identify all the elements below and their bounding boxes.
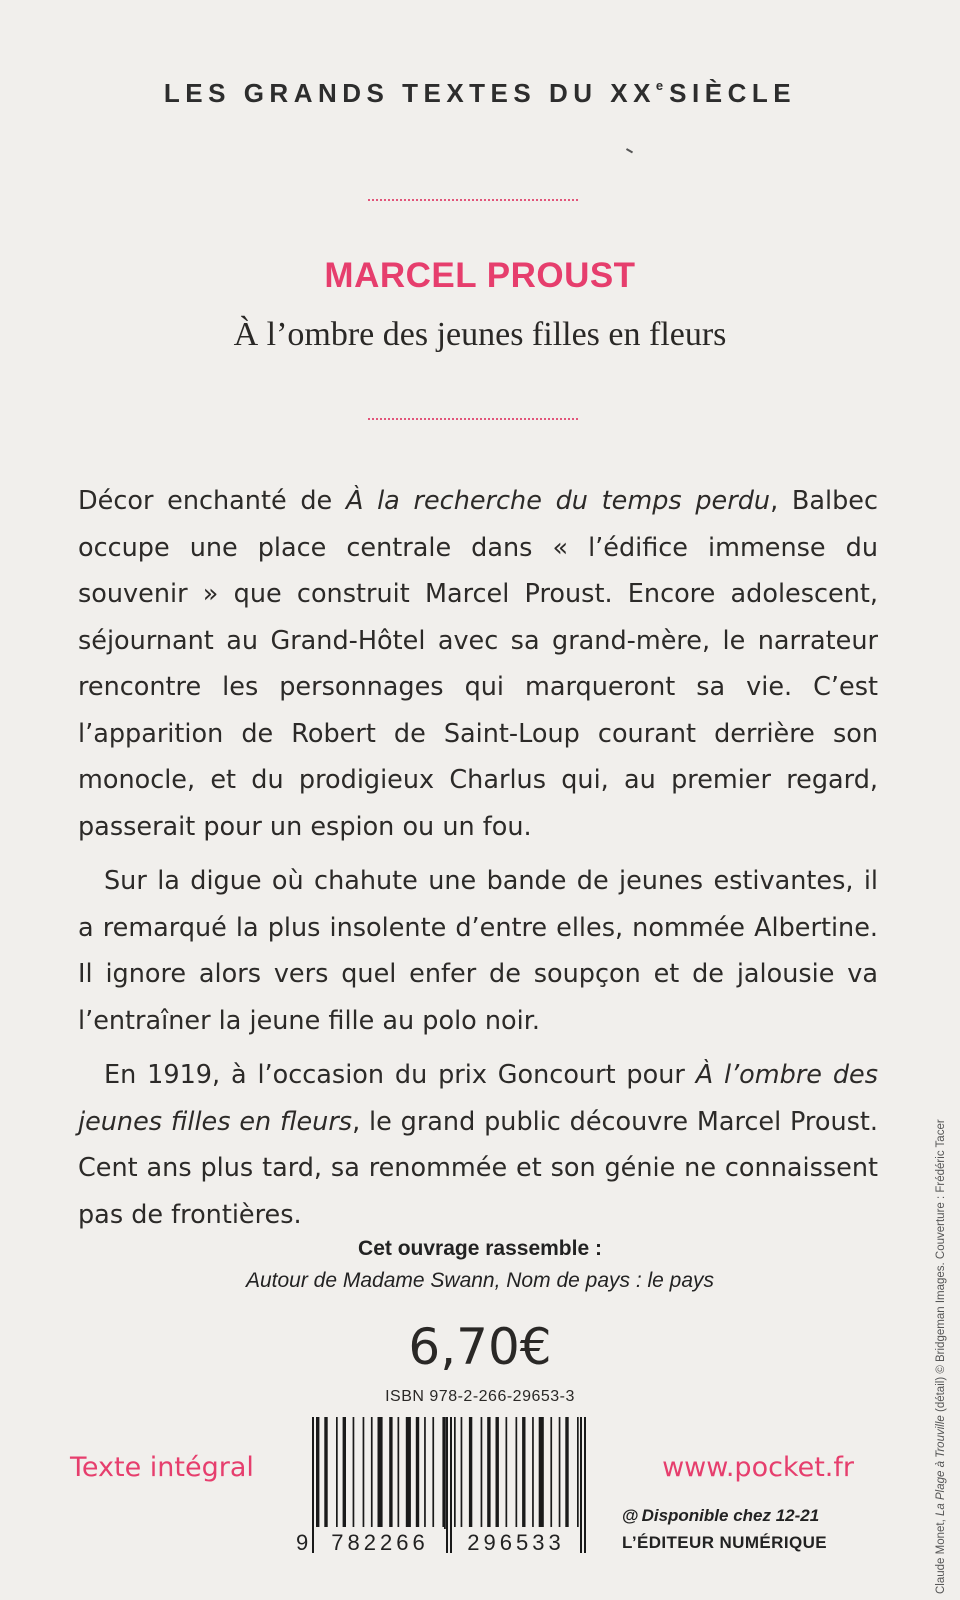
barcode-digits-right: 296533 [467, 1530, 565, 1553]
divider-bottom [368, 418, 578, 420]
publisher-website-link[interactable]: www.pocket.fr [662, 1452, 854, 1483]
digital-publisher: L’ÉDITEUR NUMÉRIQUE [622, 1533, 828, 1552]
barcode-digit-first: 9 [296, 1530, 309, 1553]
blurb-paragraph-2: Sur la digue où chahute une bande de jeunes estivantes, il a remarqué la plus insolente d’entre elles, nommée Albertine. Il ignore alors vers quel enfer de soupçon et de jalousie va l’entraîner la jeune fille au polo noir. [78, 866, 878, 1036]
blurb-paragraph-3: En 1919, à l’occasion du prix Goncourt pour À l’ombre des jeunes filles en fleurs, le grand public découvre Marcel Proust. Cent ans plus tard, sa renommée et son génie ne connaissent pas de frontières. [78, 1060, 879, 1230]
series-heading: LES GRANDS TEXTES DU XXe SIÈCLE [163, 78, 797, 108]
barcode-digits-left: 782266 [331, 1530, 429, 1553]
contents-heading: Cet ouvrage rassemble : [358, 1237, 602, 1260]
at-icon: @ [622, 1506, 639, 1525]
back-cover-blurb [78, 478, 878, 1246]
available-at: Disponible chez 12-21 [641, 1506, 820, 1525]
print-speck [626, 145, 635, 154]
blurb-paragraph-1: Décor enchanté de À la recherche du temps perdu, Balbec occupe une place centrale dans « l’édifice immense du souvenir » que construit Marcel Proust. Encore adolescent, séjournant au Grand-Hôtel avec sa grand-mère, le narrateur rencontre les personnages qui marqueront sa vie. C’est l’apparition de Robert de Saint-Loup courant derrière son monocle, et du prodigieux Charlus qui, au premier regard, passerait pour un espion ou un fou. [78, 486, 878, 842]
image-credits: Claude Monet, La Plage à Trouville (détail) © Bridgeman Images. Couverture : Frédéric Tacer [935, 1119, 947, 1594]
divider-top [368, 199, 578, 201]
author-name: MARCEL PROUST [324, 256, 636, 295]
price: 6,70€ [408, 1318, 552, 1376]
digital-availability [622, 1502, 854, 1556]
barcode [296, 1417, 600, 1553]
book-title: À l’ombre des jeunes filles en fleurs [233, 316, 727, 353]
full-text-label: Texte intégral [70, 1452, 254, 1483]
isbn: ISBN 978-2-266-29653-3 [385, 1388, 575, 1405]
contents-works: Autour de Madame Swann, Nom de pays : le pays [245, 1269, 715, 1292]
contents-note [0, 1233, 960, 1297]
